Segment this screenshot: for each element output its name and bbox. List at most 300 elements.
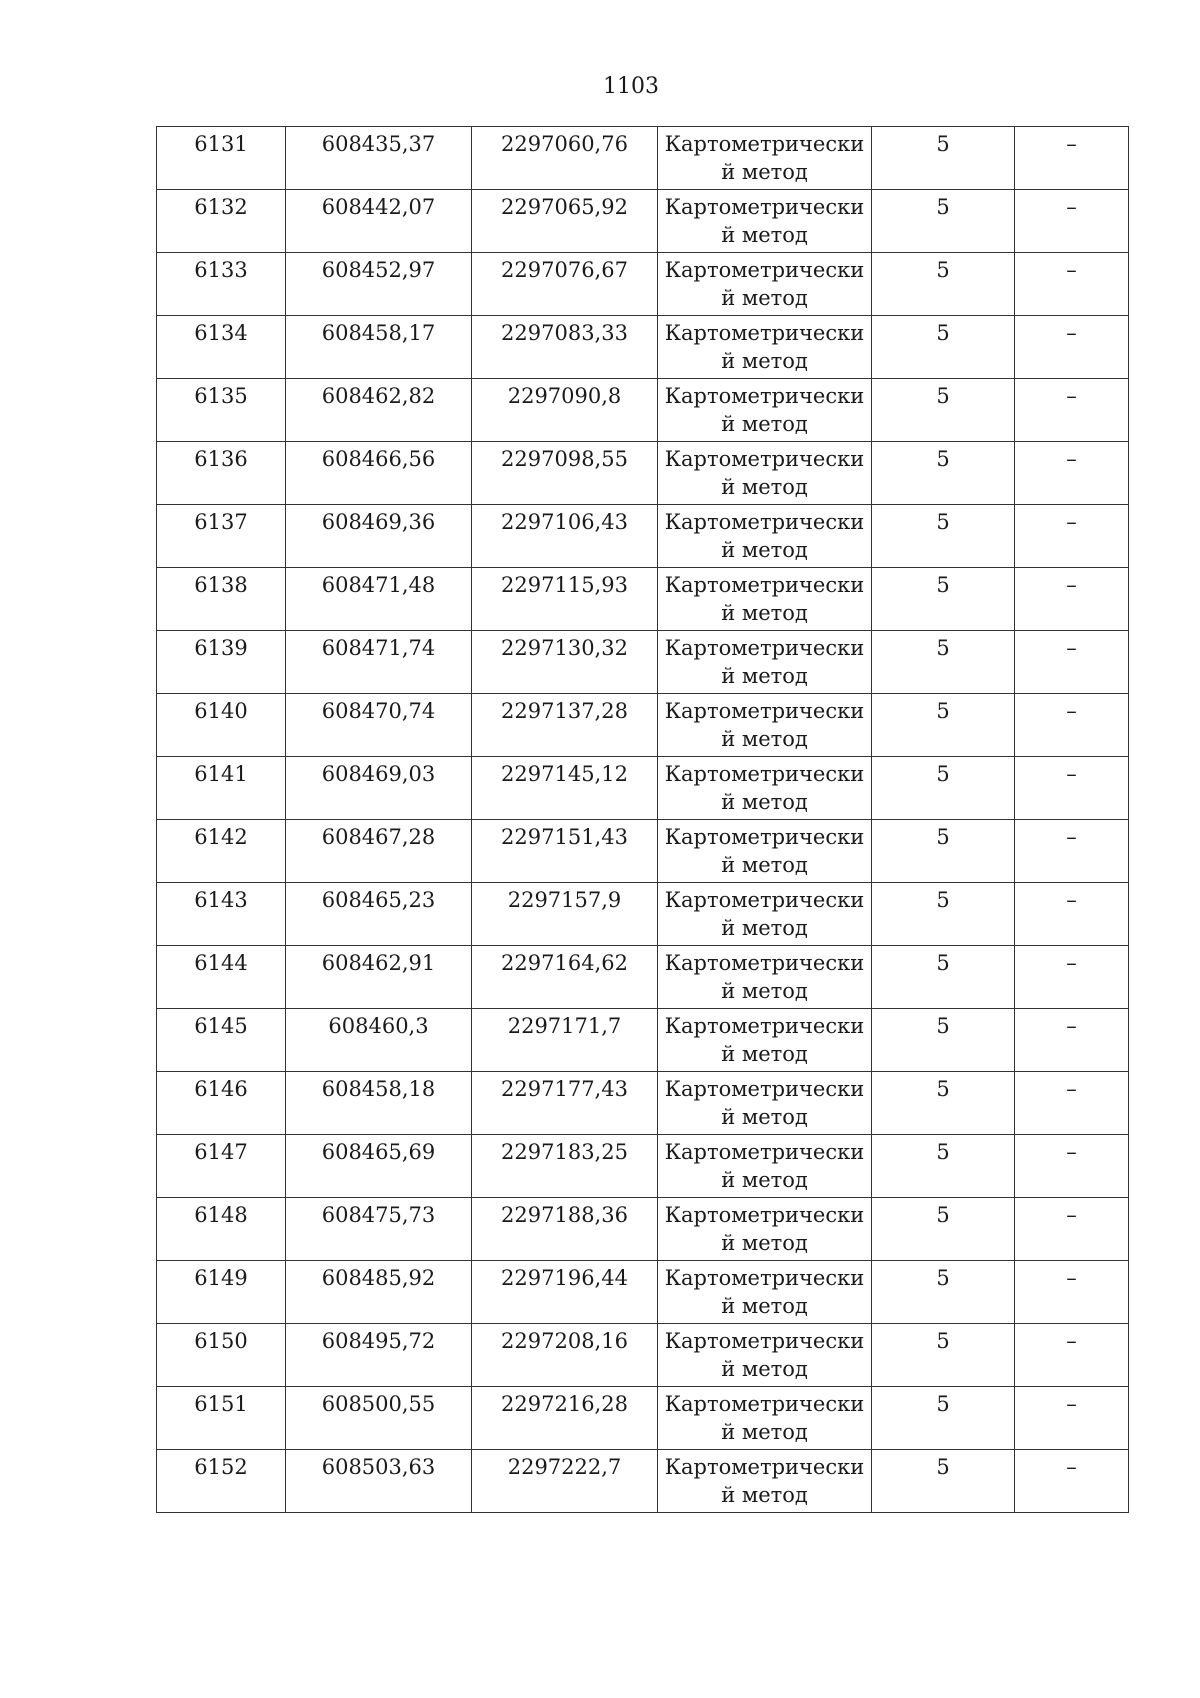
x-coordinate-cell xyxy=(286,1387,472,1450)
method-line-1: Картометрически xyxy=(664,132,865,156)
y-coordinate-cell-text: 2297177,43 xyxy=(501,1077,628,1101)
note-cell-text: – xyxy=(1066,888,1077,912)
note-cell xyxy=(1015,1198,1129,1261)
point-number-cell xyxy=(157,883,286,946)
y-coordinate-cell xyxy=(472,190,658,253)
y-coordinate-cell xyxy=(472,694,658,757)
note-cell-text: – xyxy=(1066,1455,1077,1479)
y-coordinate-cell-text: 2297145,12 xyxy=(501,762,628,786)
accuracy-cell xyxy=(872,190,1015,253)
accuracy-cell-text: 5 xyxy=(936,1014,950,1038)
table-row xyxy=(157,757,1129,820)
accuracy-cell xyxy=(872,442,1015,505)
x-coordinate-cell-text: 608465,69 xyxy=(321,1140,436,1164)
method-line-2: й метод xyxy=(721,601,808,625)
note-cell xyxy=(1015,757,1129,820)
y-coordinate-cell xyxy=(472,1324,658,1387)
note-cell xyxy=(1015,568,1129,631)
method-cell xyxy=(658,883,872,946)
method-line-1: Картометрически xyxy=(664,762,865,786)
method-cell xyxy=(658,1072,872,1135)
method-text xyxy=(658,1324,871,1383)
accuracy-cell xyxy=(872,127,1015,190)
method-cell xyxy=(658,1261,872,1324)
method-text xyxy=(658,253,871,312)
x-coordinate-cell xyxy=(286,631,472,694)
note-cell-text: – xyxy=(1066,195,1077,219)
point-number-cell xyxy=(157,568,286,631)
method-line-2: й метод xyxy=(721,1357,808,1381)
y-coordinate-cell xyxy=(472,757,658,820)
method-cell xyxy=(658,1450,872,1513)
y-coordinate-cell xyxy=(472,253,658,316)
y-coordinate-cell xyxy=(472,946,658,1009)
note-cell-text: – xyxy=(1066,636,1077,660)
point-number-cell xyxy=(157,253,286,316)
point-number-cell xyxy=(157,1009,286,1072)
point-number-cell xyxy=(157,946,286,1009)
method-cell xyxy=(658,946,872,1009)
x-coordinate-cell-text: 608452,97 xyxy=(321,258,436,282)
x-coordinate-cell-text: 608442,07 xyxy=(321,195,436,219)
accuracy-cell xyxy=(872,1135,1015,1198)
x-coordinate-cell-text: 608458,17 xyxy=(321,321,436,345)
point-number-cell xyxy=(157,631,286,694)
method-line-1: Картометрически xyxy=(664,510,865,534)
method-line-2: й метод xyxy=(721,349,808,373)
x-coordinate-cell xyxy=(286,820,472,883)
point-number-cell-text: 6143 xyxy=(194,888,248,912)
note-cell xyxy=(1015,1324,1129,1387)
accuracy-cell-text: 5 xyxy=(936,1077,950,1101)
accuracy-cell-text: 5 xyxy=(936,1455,950,1479)
note-cell xyxy=(1015,883,1129,946)
x-coordinate-cell-text: 608471,74 xyxy=(321,636,436,660)
method-cell xyxy=(658,1387,872,1450)
method-text xyxy=(658,1198,871,1257)
method-cell xyxy=(658,1009,872,1072)
method-line-1: Картометрически xyxy=(664,1266,865,1290)
point-number-cell-text: 6141 xyxy=(194,762,248,786)
point-number-cell xyxy=(157,1135,286,1198)
y-coordinate-cell xyxy=(472,1135,658,1198)
point-number-cell-text: 6150 xyxy=(194,1329,248,1353)
y-coordinate-cell-text: 2297115,93 xyxy=(501,573,628,597)
note-cell xyxy=(1015,1072,1129,1135)
table-body xyxy=(157,127,1129,1513)
accuracy-cell-text: 5 xyxy=(936,258,950,282)
table-row xyxy=(157,442,1129,505)
x-coordinate-cell xyxy=(286,568,472,631)
note-cell-text: – xyxy=(1066,762,1077,786)
method-cell xyxy=(658,631,872,694)
coordinates-table xyxy=(156,126,1129,1513)
method-line-1: Картометрически xyxy=(664,888,865,912)
method-cell xyxy=(658,127,872,190)
accuracy-cell xyxy=(872,1261,1015,1324)
x-coordinate-cell-text: 608466,56 xyxy=(321,447,436,471)
note-cell xyxy=(1015,1387,1129,1450)
method-line-2: й метод xyxy=(721,286,808,310)
y-coordinate-cell-text: 2297188,36 xyxy=(501,1203,628,1227)
x-coordinate-cell-text: 608500,55 xyxy=(321,1392,436,1416)
method-text xyxy=(658,946,871,1005)
note-cell xyxy=(1015,253,1129,316)
accuracy-cell-text: 5 xyxy=(936,1203,950,1227)
method-cell xyxy=(658,820,872,883)
method-cell xyxy=(658,757,872,820)
x-coordinate-cell xyxy=(286,1135,472,1198)
note-cell xyxy=(1015,505,1129,568)
x-coordinate-cell xyxy=(286,883,472,946)
x-coordinate-cell xyxy=(286,505,472,568)
method-text xyxy=(658,1450,871,1509)
x-coordinate-cell-text: 608460,3 xyxy=(328,1014,429,1038)
table-row xyxy=(157,694,1129,757)
x-coordinate-cell xyxy=(286,190,472,253)
note-cell xyxy=(1015,1135,1129,1198)
y-coordinate-cell xyxy=(472,505,658,568)
point-number-cell-text: 6144 xyxy=(194,951,248,975)
y-coordinate-cell xyxy=(472,442,658,505)
method-text xyxy=(658,1009,871,1068)
method-line-1: Картометрически xyxy=(664,573,865,597)
accuracy-cell xyxy=(872,568,1015,631)
method-line-2: й метод xyxy=(721,727,808,751)
note-cell xyxy=(1015,820,1129,883)
method-line-1: Картометрически xyxy=(664,699,865,723)
method-line-1: Картометрически xyxy=(664,951,865,975)
y-coordinate-cell xyxy=(472,1261,658,1324)
accuracy-cell-text: 5 xyxy=(936,447,950,471)
method-line-1: Картометрически xyxy=(664,384,865,408)
method-cell xyxy=(658,1198,872,1261)
method-cell xyxy=(658,316,872,379)
method-text xyxy=(658,316,871,375)
method-line-2: й метод xyxy=(721,979,808,1003)
method-text xyxy=(658,757,871,816)
accuracy-cell xyxy=(872,1009,1015,1072)
method-line-1: Картометрически xyxy=(664,321,865,345)
method-text xyxy=(658,1072,871,1131)
method-line-2: й метод xyxy=(721,1231,808,1255)
point-number-cell xyxy=(157,316,286,379)
accuracy-cell xyxy=(872,757,1015,820)
x-coordinate-cell-text: 608485,92 xyxy=(321,1266,436,1290)
method-line-2: й метод xyxy=(721,475,808,499)
table-row xyxy=(157,253,1129,316)
x-coordinate-cell-text: 608435,37 xyxy=(321,132,436,156)
table-row xyxy=(157,1072,1129,1135)
method-line-2: й метод xyxy=(721,223,808,247)
y-coordinate-cell-text: 2297130,32 xyxy=(501,636,628,660)
accuracy-cell xyxy=(872,1072,1015,1135)
table-row xyxy=(157,379,1129,442)
point-number-cell xyxy=(157,1261,286,1324)
x-coordinate-cell xyxy=(286,127,472,190)
point-number-cell xyxy=(157,505,286,568)
x-coordinate-cell-text: 608475,73 xyxy=(321,1203,436,1227)
method-text xyxy=(658,631,871,690)
point-number-cell-text: 6136 xyxy=(194,447,248,471)
y-coordinate-cell xyxy=(472,1387,658,1450)
note-cell-text: – xyxy=(1066,1329,1077,1353)
note-cell xyxy=(1015,316,1129,379)
accuracy-cell xyxy=(872,1198,1015,1261)
method-text xyxy=(658,1387,871,1446)
y-coordinate-cell-text: 2297090,8 xyxy=(507,384,622,408)
point-number-cell xyxy=(157,1198,286,1261)
y-coordinate-cell xyxy=(472,1198,658,1261)
y-coordinate-cell-text: 2297137,28 xyxy=(501,699,628,723)
method-line-2: й метод xyxy=(721,1483,808,1507)
point-number-cell xyxy=(157,379,286,442)
method-line-1: Картометрически xyxy=(664,636,865,660)
y-coordinate-cell xyxy=(472,883,658,946)
note-cell xyxy=(1015,694,1129,757)
table-row xyxy=(157,505,1129,568)
accuracy-cell-text: 5 xyxy=(936,699,950,723)
y-coordinate-cell-text: 2297098,55 xyxy=(501,447,628,471)
point-number-cell-text: 6148 xyxy=(194,1203,248,1227)
note-cell-text: – xyxy=(1066,1266,1077,1290)
y-coordinate-cell-text: 2297083,33 xyxy=(501,321,628,345)
table-row xyxy=(157,127,1129,190)
note-cell-text: – xyxy=(1066,1014,1077,1038)
accuracy-cell-text: 5 xyxy=(936,195,950,219)
note-cell xyxy=(1015,1261,1129,1324)
point-number-cell xyxy=(157,190,286,253)
accuracy-cell-text: 5 xyxy=(936,1140,950,1164)
point-number-cell-text: 6152 xyxy=(194,1455,248,1479)
y-coordinate-cell xyxy=(472,127,658,190)
page-number: 1103 xyxy=(603,74,659,99)
point-number-cell-text: 6145 xyxy=(194,1014,248,1038)
method-text xyxy=(658,568,871,627)
accuracy-cell xyxy=(872,820,1015,883)
accuracy-cell-text: 5 xyxy=(936,132,950,156)
x-coordinate-cell xyxy=(286,316,472,379)
x-coordinate-cell xyxy=(286,442,472,505)
x-coordinate-cell xyxy=(286,694,472,757)
table-row xyxy=(157,1450,1129,1513)
method-cell xyxy=(658,379,872,442)
point-number-cell xyxy=(157,442,286,505)
accuracy-cell xyxy=(872,379,1015,442)
accuracy-cell xyxy=(872,316,1015,379)
x-coordinate-cell-text: 608495,72 xyxy=(321,1329,436,1353)
method-cell xyxy=(658,694,872,757)
table-row xyxy=(157,1009,1129,1072)
method-line-1: Картометрически xyxy=(664,825,865,849)
x-coordinate-cell-text: 608469,03 xyxy=(321,762,436,786)
note-cell-text: – xyxy=(1066,132,1077,156)
method-line-1: Картометрически xyxy=(664,1140,865,1164)
accuracy-cell xyxy=(872,1387,1015,1450)
accuracy-cell-text: 5 xyxy=(936,951,950,975)
note-cell-text: – xyxy=(1066,1203,1077,1227)
point-number-cell-text: 6132 xyxy=(194,195,248,219)
x-coordinate-cell xyxy=(286,379,472,442)
accuracy-cell xyxy=(872,1450,1015,1513)
table-row xyxy=(157,1198,1129,1261)
point-number-cell-text: 6133 xyxy=(194,258,248,282)
method-cell xyxy=(658,442,872,505)
method-text xyxy=(658,694,871,753)
point-number-cell-text: 6135 xyxy=(194,384,248,408)
table-row xyxy=(157,946,1129,1009)
method-text xyxy=(658,442,871,501)
table-row xyxy=(157,1387,1129,1450)
method-line-1: Картометрически xyxy=(664,1455,865,1479)
method-cell xyxy=(658,505,872,568)
point-number-cell-text: 6137 xyxy=(194,510,248,534)
note-cell-text: – xyxy=(1066,699,1077,723)
x-coordinate-cell xyxy=(286,1009,472,1072)
accuracy-cell-text: 5 xyxy=(936,636,950,660)
method-text xyxy=(658,190,871,249)
x-coordinate-cell xyxy=(286,253,472,316)
accuracy-cell xyxy=(872,694,1015,757)
x-coordinate-cell xyxy=(286,1198,472,1261)
y-coordinate-cell xyxy=(472,568,658,631)
y-coordinate-cell-text: 2297151,43 xyxy=(501,825,628,849)
x-coordinate-cell xyxy=(286,757,472,820)
method-line-2: й метод xyxy=(721,412,808,436)
method-line-2: й метод xyxy=(721,1294,808,1318)
method-text xyxy=(658,820,871,879)
point-number-cell xyxy=(157,694,286,757)
x-coordinate-cell xyxy=(286,1072,472,1135)
note-cell-text: – xyxy=(1066,258,1077,282)
method-line-2: й метод xyxy=(721,160,808,184)
method-line-1: Картометрически xyxy=(664,1203,865,1227)
accuracy-cell-text: 5 xyxy=(936,321,950,345)
method-text xyxy=(658,1135,871,1194)
method-line-2: й метод xyxy=(721,916,808,940)
method-cell xyxy=(658,568,872,631)
x-coordinate-cell xyxy=(286,1261,472,1324)
method-text xyxy=(658,505,871,564)
method-line-2: й метод xyxy=(721,1105,808,1129)
note-cell xyxy=(1015,946,1129,1009)
point-number-cell-text: 6139 xyxy=(194,636,248,660)
x-coordinate-cell-text: 608462,91 xyxy=(321,951,436,975)
method-line-1: Картометрически xyxy=(664,1392,865,1416)
note-cell xyxy=(1015,127,1129,190)
accuracy-cell-text: 5 xyxy=(936,1392,950,1416)
method-line-1: Картометрически xyxy=(664,1077,865,1101)
y-coordinate-cell-text: 2297171,7 xyxy=(507,1014,622,1038)
x-coordinate-cell-text: 608458,18 xyxy=(321,1077,436,1101)
accuracy-cell xyxy=(872,631,1015,694)
method-line-2: й метод xyxy=(721,538,808,562)
y-coordinate-cell-text: 2297065,92 xyxy=(501,195,628,219)
note-cell xyxy=(1015,1450,1129,1513)
y-coordinate-cell-text: 2297183,25 xyxy=(501,1140,628,1164)
accuracy-cell xyxy=(872,253,1015,316)
note-cell-text: – xyxy=(1066,321,1077,345)
y-coordinate-cell-text: 2297157,9 xyxy=(507,888,622,912)
note-cell-text: – xyxy=(1066,1140,1077,1164)
method-text xyxy=(658,127,871,186)
method-line-2: й метод xyxy=(721,1042,808,1066)
method-text xyxy=(658,379,871,438)
method-line-1: Картометрически xyxy=(664,258,865,282)
note-cell-text: – xyxy=(1066,510,1077,534)
x-coordinate-cell xyxy=(286,1450,472,1513)
y-coordinate-cell xyxy=(472,820,658,883)
x-coordinate-cell xyxy=(286,946,472,1009)
accuracy-cell-text: 5 xyxy=(936,573,950,597)
table-row xyxy=(157,568,1129,631)
method-line-2: й метод xyxy=(721,790,808,814)
method-line-2: й метод xyxy=(721,664,808,688)
x-coordinate-cell-text: 608462,82 xyxy=(321,384,436,408)
note-cell xyxy=(1015,379,1129,442)
point-number-cell-text: 6138 xyxy=(194,573,248,597)
table-row xyxy=(157,820,1129,883)
accuracy-cell xyxy=(872,505,1015,568)
note-cell xyxy=(1015,190,1129,253)
x-coordinate-cell-text: 608503,63 xyxy=(321,1455,436,1479)
table-row xyxy=(157,1135,1129,1198)
method-cell xyxy=(658,1135,872,1198)
accuracy-cell-text: 5 xyxy=(936,762,950,786)
point-number-cell-text: 6142 xyxy=(194,825,248,849)
point-number-cell xyxy=(157,820,286,883)
method-cell xyxy=(658,253,872,316)
note-cell xyxy=(1015,1009,1129,1072)
note-cell-text: – xyxy=(1066,1077,1077,1101)
x-coordinate-cell-text: 608469,36 xyxy=(321,510,436,534)
y-coordinate-cell xyxy=(472,1072,658,1135)
point-number-cell xyxy=(157,1450,286,1513)
y-coordinate-cell-text: 2297222,7 xyxy=(507,1455,622,1479)
note-cell-text: – xyxy=(1066,573,1077,597)
y-coordinate-cell xyxy=(472,379,658,442)
method-cell xyxy=(658,190,872,253)
x-coordinate-cell xyxy=(286,1324,472,1387)
table-row xyxy=(157,631,1129,694)
accuracy-cell-text: 5 xyxy=(936,1329,950,1353)
point-number-cell xyxy=(157,1072,286,1135)
method-text xyxy=(658,1261,871,1320)
method-line-2: й метод xyxy=(721,853,808,877)
method-cell xyxy=(658,1324,872,1387)
point-number-cell xyxy=(157,1324,286,1387)
point-number-cell xyxy=(157,127,286,190)
note-cell-text: – xyxy=(1066,825,1077,849)
note-cell-text: – xyxy=(1066,951,1077,975)
method-line-1: Картометрически xyxy=(664,1014,865,1038)
point-number-cell-text: 6131 xyxy=(194,132,248,156)
x-coordinate-cell-text: 608470,74 xyxy=(321,699,436,723)
note-cell xyxy=(1015,631,1129,694)
y-coordinate-cell xyxy=(472,631,658,694)
accuracy-cell-text: 5 xyxy=(936,888,950,912)
accuracy-cell-text: 5 xyxy=(936,510,950,534)
x-coordinate-cell-text: 608471,48 xyxy=(321,573,436,597)
method-line-1: Картометрически xyxy=(664,1329,865,1353)
note-cell xyxy=(1015,442,1129,505)
x-coordinate-cell-text: 608467,28 xyxy=(321,825,436,849)
method-line-2: й метод xyxy=(721,1168,808,1192)
point-number-cell-text: 6151 xyxy=(194,1392,248,1416)
point-number-cell-text: 6149 xyxy=(194,1266,248,1290)
point-number-cell-text: 6140 xyxy=(194,699,248,723)
accuracy-cell xyxy=(872,1324,1015,1387)
